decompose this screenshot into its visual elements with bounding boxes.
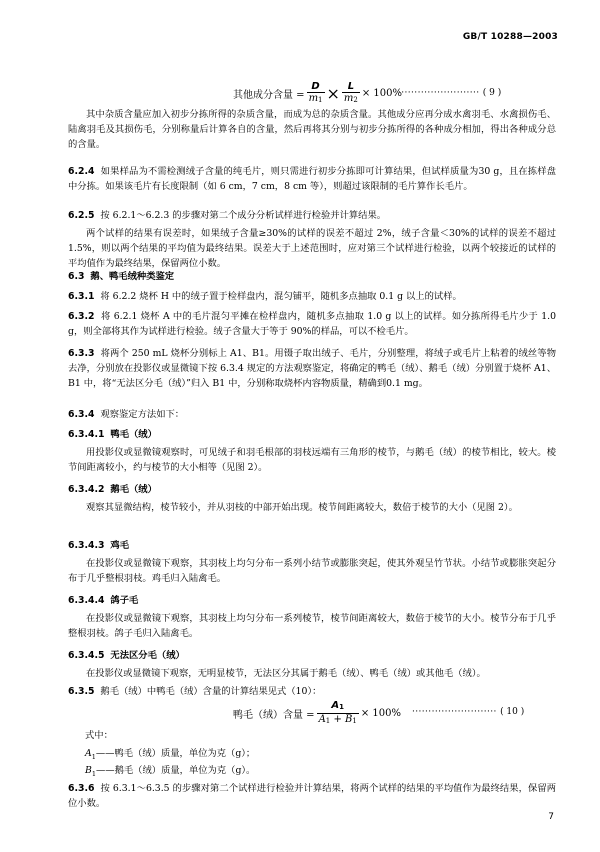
section-6-3-2: 6.3.2 将 6.2.1 烧杯 A 中的毛片混匀平摊在检样盘内，随机多点抽取 1.0 g 以上的试样。如分拣所得毛片少于 1.0 g，则全部将其作为试样进行检验。绒子含量大于等于 90%的样品，可以不检毛片。 (68, 311, 556, 337)
section-6-2-4: 6.2.4 如果样品为不需检测绒子含量的纯毛片，则只需进行初步分拣即可计算结果，但试样质量为30 g，且在拣样盘中分拣。如果该毛片有长度限制（如 6 cm，7 cm，8 cm 等），则超过该限制的毛片算作长毛片。 (68, 166, 556, 192)
eq9-fraction-2 (342, 81, 360, 106)
section-6-3-5: 6.3.5 鹅毛（绒）中鸭毛（绒）含量的计算结果见式（10）： (68, 686, 322, 697)
eq9-f2-den: $m_2$ (343, 93, 358, 104)
paragraph-impurity: 其中杂质含量应加入初步分拣所得的杂质含量，而成为总的杂质含量。其他成分应再分成水禽羽毛、水禽损伤毛、陆禽羽毛及其损伤毛，分别称量后计算各自的含量，然后再将其分别与初步分拣所得的各种成分相加，得出各种成分总的含量。 (68, 109, 556, 150)
eq9-times: × (326, 84, 340, 103)
eq10-percent: × 100% (360, 708, 401, 719)
section-6-3-4-1-heading: 6.3.4.1 鸭毛（绒） (68, 429, 157, 440)
where-label: 式中： (85, 730, 113, 741)
section-6-3-4-5-text: 在投影仪或显微镜下观察，无明显棱节，无法区分其属于鹅毛（绒）、鸭毛（绒）或其他毛（绒）。 (86, 668, 486, 679)
section-6-3-3: 6.3.3 将两个 250 mL 烧杯分别标上 A1、B1。用镊子取出绒子、毛片，分别整理，将绒子或毛片上粘着的绒丝等物去净，分别放在投影仪或显微镜下按 6.3.4 规定的方法观察鉴定，将确定的鸭毛（绒）、鹅毛（绒）分别置于烧杯 A1、B1 中，将“无法区分毛（绒）”归入 B1 中，分别称取烧杯内容物质量，精确到0.1 mg。 (68, 348, 556, 389)
section-6-3-4-3-heading: 6.3.4.3 鸡毛 (68, 540, 130, 551)
eq10-fraction (317, 700, 359, 727)
section-6-3-4-5-heading: 6.3.4.5 无法区分毛（绒） (68, 650, 185, 661)
section-6-3-4-2-text: 观察其显微结构，棱节较小，并从羽枝的中部开始出现。棱节间距离较大，数倍于棱节的大小（见图 2）。 (86, 502, 518, 513)
eq10-den: $A_1 + B_1$ (318, 714, 357, 725)
section-6-2-5: 6.2.5 按 6.2.1～6.2.3 的步骤对第二个成分分析试样进行检验并计算结果。 (68, 210, 387, 221)
definition-a1: $A_1——$鸭毛（绒）质量，单位为克（g）； (85, 748, 256, 761)
equation-9 (233, 81, 402, 106)
section-6-3-6: 6.3.6 按 6.3.1～6.3.5 的步骤对第二个试样进行检验并计算结果，将两个试样的结果的平均值作为最终结果，保留两位小数。 (68, 783, 556, 809)
section-6-3-4-3-text: 在投影仪或显微镜下观察，其羽枝上均匀分布一系列小结节或膨胀突起，使其外观呈竹节状。小结节或膨胀突起分布于几乎整根羽枝。鸡毛归入陆禽毛。 (68, 558, 556, 584)
section-6-3-1: 6.3.1 将 6.2.2 烧杯 H 中的绒子置于检样盘内，混匀铺平，随机多点抽取 0.1 g 以上的试样。 (68, 291, 462, 302)
eq10-lhs: 鸭毛（绒）含量 = (233, 710, 315, 721)
eq9-percent: × 100% (361, 88, 403, 99)
eq10-num: $A_1$ (331, 700, 345, 711)
section-6-3-4-2-heading: 6.3.4.2 鹅毛（绒） (68, 484, 157, 495)
section-6-3-4: 6.3.4 观察鉴定方法如下： (68, 409, 185, 420)
eq9-f1-den: $m_1$ (308, 93, 323, 104)
eq10-leader-dots: ·························· ( 10 ) (412, 707, 525, 717)
section-6-3-4-4-text: 在投影仪或显微镜下观察，其羽枝上均匀分布一系列棱节，棱节间距离较大，数倍于棱节的大小。棱节分布于几乎整根羽枝。鸽子毛归入陆禽毛。 (68, 613, 556, 639)
section-6-3-4-1-text: 用投影仪或显微镜观察时，可见绒子和羽毛根部的羽枝远端有三角形的棱节，与鹅毛（绒）的棱节相比，较大。棱节间距离较小，约与棱节的大小相等（见图 2）。 (68, 447, 556, 473)
eq9-f2-num: L (347, 81, 355, 92)
eq9-fraction-1 (307, 81, 325, 106)
equation-10 (233, 700, 401, 727)
section-6-3-4-4-heading: 6.3.4.4 鸽子毛 (68, 595, 139, 606)
page-number: 7 (548, 812, 554, 822)
eq9-f1-num: D (311, 81, 320, 92)
eq9-leader-dots: ························· ( 9 ) (398, 88, 502, 98)
eq9-lhs: 其他成分含量 = (233, 90, 305, 101)
paragraph-error-tolerance: 两个试样的结果有误差时，如果绒子含量≥30%的试样的误差不超过 2%，绒子含量＜30%的试样的误差不超过 1.5%，则以两个结果的平均值为最终结果。误差大于上述范围时，应对第三个试样进行检验，以两个较接近的试样的平均值作为最终结果，保留两位小数。 (68, 228, 556, 269)
standard-number: GB/T 10288—2003 (462, 32, 558, 42)
definition-b1: $B_1——$鹅毛（绒）质量，单位为克（g）。 (85, 765, 256, 778)
section-6-3-heading: 6.3 鹅、鸭毛绒种类鉴定 (68, 271, 175, 282)
